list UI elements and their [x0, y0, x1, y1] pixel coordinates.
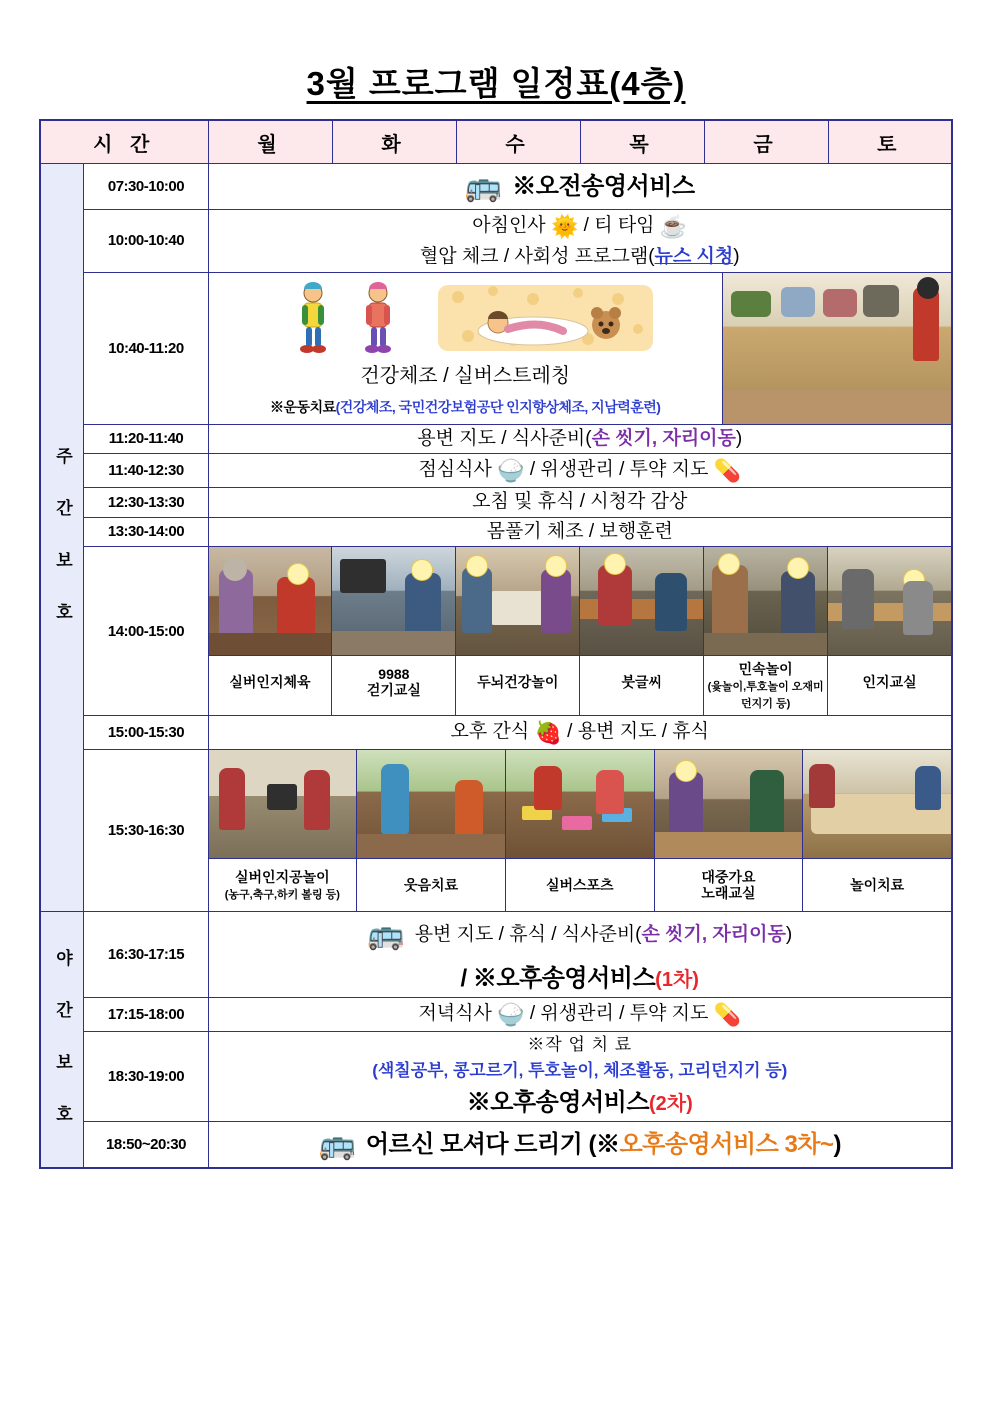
column-header-mon: 월: [208, 120, 332, 164]
time-1715-1800: 17:15-18:00: [84, 998, 208, 1032]
page-title: 3월 프로그램 일정표(4층): [306, 65, 686, 102]
time-1140-1230: 11:40-12:30: [84, 454, 208, 488]
cell-evening-prep-transport: 🚌 용변 지도 / 휴식 / 식사준비(손 씻기, 자리이동) / ※오후송영서비스(1차): [208, 912, 952, 998]
program-cell-brain-health-game: [456, 547, 580, 715]
program-cell-laughter-therapy: [357, 750, 506, 911]
program-photo: [209, 750, 357, 858]
rice-bowl-icon: 🍚: [497, 1002, 525, 1028]
table-row: [40, 164, 952, 210]
exercise-illustration: [213, 279, 719, 355]
time-1120-1140: 11:20-11:40: [84, 424, 208, 454]
strawberry-icon: 🍓: [534, 720, 562, 746]
rice-bowl-icon: 🍚: [497, 458, 525, 483]
cell-warmup-gait: 몸풀기 체조 / 보행훈련: [208, 517, 952, 547]
time-1850-2030: 18:50~20:30: [84, 1122, 208, 1169]
table-row: [40, 1032, 952, 1122]
table-row: [40, 517, 952, 547]
cell-greeting-tea: 아침인사 🌞 / 티 타임 ☕ 혈압 체크 / 사회성 프로그램(뉴스 시청): [208, 210, 952, 273]
pill-icon: 💊: [713, 458, 742, 483]
table-row: [40, 998, 952, 1032]
cell-night-transport: 🚌 어르신 모셔다 드리기 (※오후송영서비스 3차~): [208, 1122, 952, 1169]
bus-icon: 🚌: [367, 918, 405, 952]
stretching-illustration-icon: [438, 281, 653, 355]
time-1500-1530: 15:00-15:30: [84, 716, 208, 750]
program-cell-cognition-class: [828, 547, 951, 715]
time-1230-1330: 12:30-13:30: [84, 488, 208, 518]
table-row: [40, 912, 952, 998]
bus-icon: 🚌: [464, 170, 503, 203]
program-caption: 두뇌건강놀이: [456, 655, 579, 708]
program-photo: [357, 750, 505, 858]
cell-lunch: 점심식사 🍚 / 위생관리 / 투약 지도 💊: [208, 454, 952, 488]
column-header-fri: 금: [704, 120, 828, 164]
tea-icon: ☕: [659, 214, 688, 239]
program-photo: [655, 750, 803, 858]
column-header-sat: 토: [828, 120, 952, 164]
program-cell-silver-ball-games: [209, 750, 358, 911]
program-cell-play-therapy: [803, 750, 951, 911]
program-cell-silver-cognitive-pe: [209, 547, 333, 715]
program-cell-9988-walking: [332, 547, 456, 715]
program-caption: 붓글씨: [580, 655, 703, 708]
cell-dinner: 저녁식사 🍚 / 위생관리 / 투약 지도 💊: [208, 998, 952, 1032]
program-caption: 민속놀이 (윷놀이,투호놀이 오재미던지기 등): [704, 655, 827, 715]
cell-toilet-meal-prep: 용변 지도 / 식사준비(손 씻기, 자리이동): [208, 424, 952, 454]
exercise-photo: [722, 273, 951, 424]
table-row: [40, 1122, 952, 1169]
program-photo: [704, 547, 827, 655]
program-caption: 인지교실: [828, 655, 951, 708]
program-photo: [209, 547, 332, 655]
program-caption: 대중가요 노래교실: [655, 858, 803, 911]
cell-late-afternoon-programs: [208, 750, 952, 912]
sun-icon: 🌞: [550, 214, 579, 239]
table-row: [40, 454, 952, 488]
section-label-day-care: 주 간 보 호: [40, 164, 84, 912]
section-label-night-care: 야 간 보 호: [40, 912, 84, 1169]
exercise-main-text: 건강체조 / 실버스트레칭: [360, 364, 571, 387]
table-row: [40, 272, 952, 424]
table-row: [40, 488, 952, 518]
schedule-table: [39, 119, 953, 1169]
program-photo: [456, 547, 579, 655]
program-photo: [506, 750, 654, 858]
table-row: [40, 547, 952, 716]
program-cell-folk-games: [704, 547, 828, 715]
table-row: [40, 716, 952, 750]
time-1530-1630: 15:30-16:30: [84, 750, 208, 912]
program-photo: [828, 547, 951, 655]
cell-health-exercise: [208, 272, 952, 424]
cell-afternoon-programs: [208, 547, 952, 716]
time-1400-1500: 14:00-15:00: [84, 547, 208, 716]
walking-figures-icon: [278, 281, 428, 355]
time-1000-1040: 10:00-10:40: [84, 210, 208, 273]
cell-morning-transport: 🚌 ※오전송영서비스: [208, 164, 952, 210]
time-1040-1120: 10:40-11:20: [84, 272, 208, 424]
pill-icon: 💊: [713, 1002, 742, 1028]
program-caption: 실버스포츠: [506, 858, 654, 911]
program-photo: [803, 750, 951, 858]
cell-occupational-therapy: ※작 업 치 료 (색칠공부, 콩고르기, 투호놀이, 체조활동, 고리던지기 등) ※오후송영서비스(2차): [208, 1032, 952, 1122]
program-photo: [332, 547, 455, 655]
time-1630-1715: 16:30-17:15: [84, 912, 208, 998]
cell-nap-rest: 오침 및 휴식 / 시청각 감상: [208, 488, 952, 518]
table-row: [40, 750, 952, 912]
column-header-thu: 목: [580, 120, 704, 164]
program-caption: 9988 걷기교실: [332, 655, 455, 708]
column-header-time: 시 간: [40, 120, 208, 164]
program-cell-calligraphy: [580, 547, 704, 715]
table-row: [40, 424, 952, 454]
program-cell-popular-song-class: [655, 750, 804, 911]
table-header-row: [40, 120, 952, 164]
program-caption: 놀이치료: [803, 858, 951, 911]
program-photo: [580, 547, 703, 655]
program-caption: 실버인지체육: [209, 655, 332, 708]
time-1830-1900: 18:30-19:00: [84, 1032, 208, 1122]
cell-afternoon-snack: 오후 간식 🍓 / 용변 지도 / 휴식: [208, 716, 952, 750]
time-1330-1400: 13:30-14:00: [84, 517, 208, 547]
table-row: [40, 210, 952, 273]
bus-icon: 🚌: [318, 1128, 356, 1162]
program-caption: 실버인지공놀이 (농구,축구,하키 볼링 등): [209, 858, 357, 911]
time-0730-1000: 07:30-10:00: [84, 164, 208, 210]
program-caption: 웃음치료: [357, 858, 505, 911]
exercise-note: ※운동치료(건강체조, 국민건강보험공단 인지향상체조, 지남력훈련): [270, 398, 661, 415]
column-header-wed: 수: [456, 120, 580, 164]
program-cell-silver-sports: [506, 750, 655, 911]
column-header-tue: 화: [332, 120, 456, 164]
